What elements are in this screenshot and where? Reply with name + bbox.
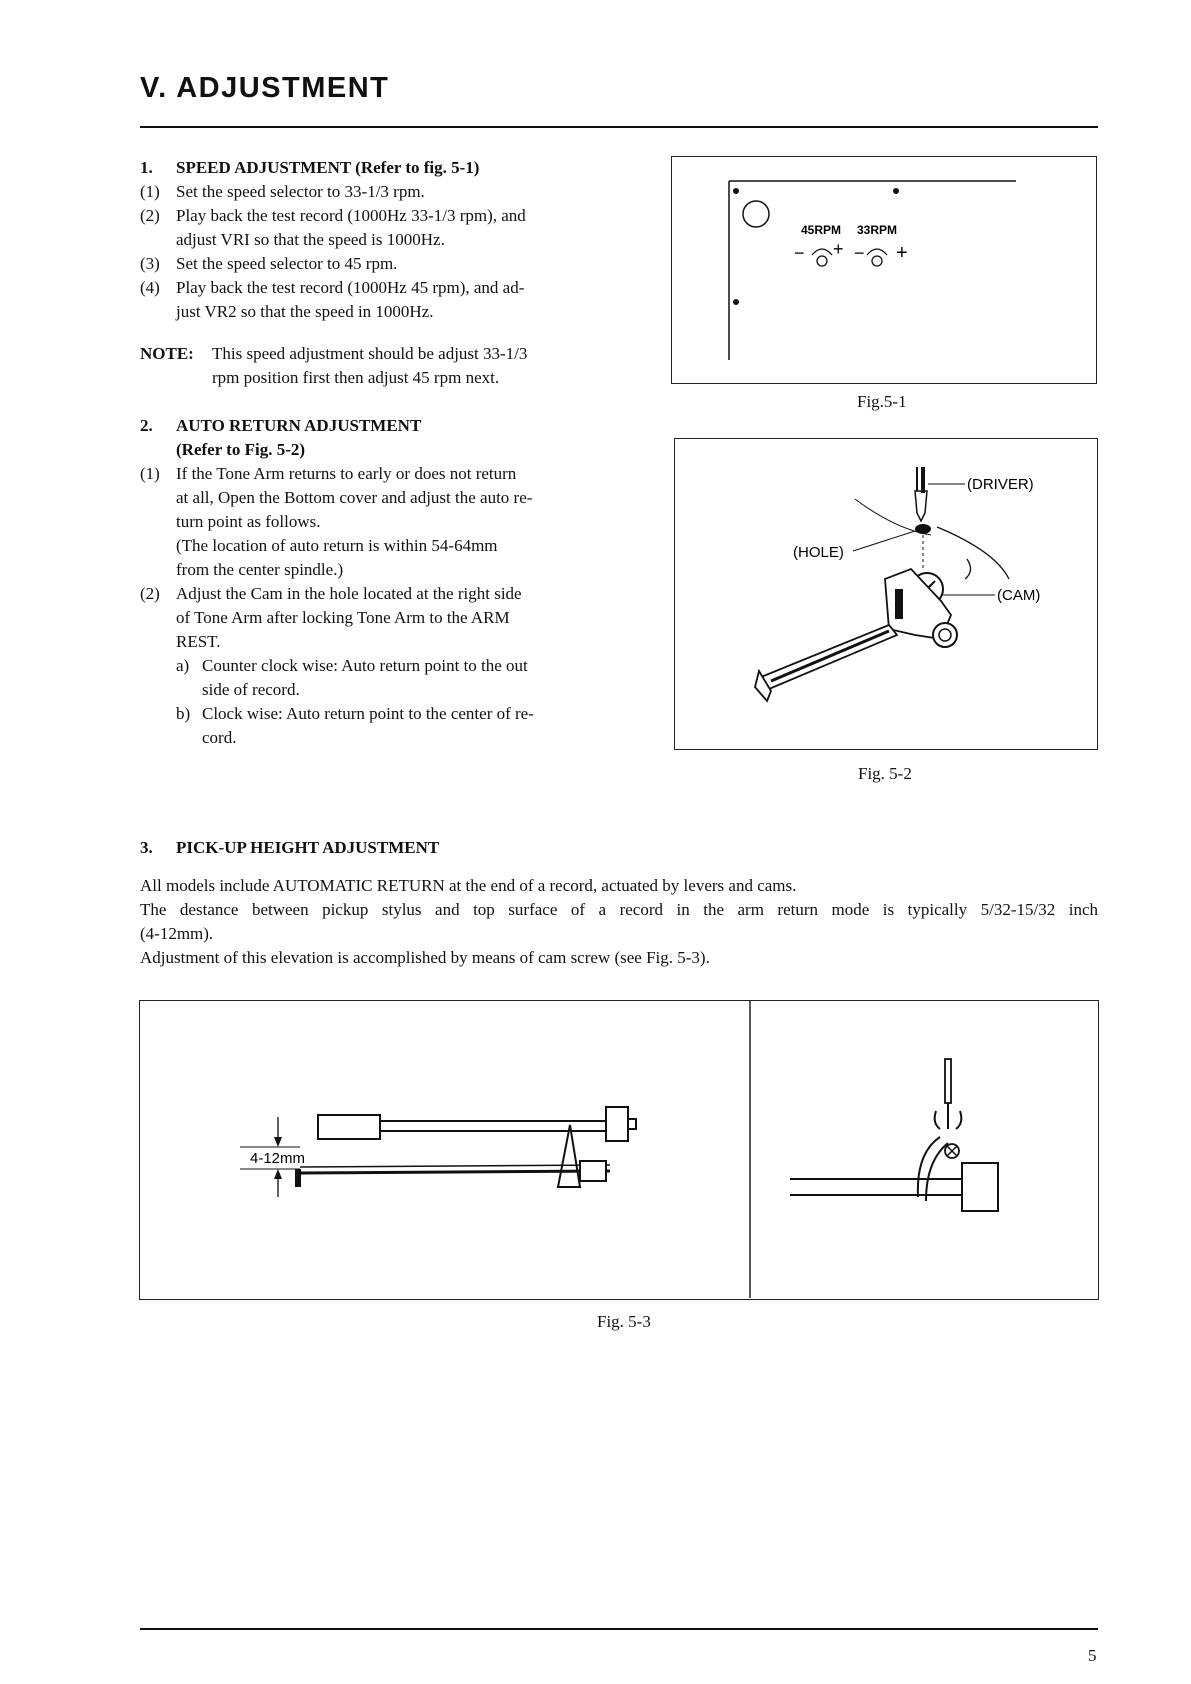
spindle-hole: [743, 201, 769, 227]
label-height: 4-12mm: [250, 1150, 306, 1167]
header-rule: [140, 126, 1098, 128]
plus-sign: +: [896, 242, 908, 264]
note: NOTE: This speed adjustment should be adjust 33-1/3 rpm position first then adjust 45 rpm next.: [140, 344, 528, 387]
section-auto-return: 2. AUTO RETURN ADJUSTMENT (Refer to Fig. 5-2) (1) If the Tone Arm returns to early or does not return at all, Open the Bottom cover and adjust the auto re- turn point as follows. (The location of auto return is within 54-64mm from the center spindle.) (2) Adjust the Cam in the hole located at the right side of Tone Arm after locking Tone Arm to the ARM REST. a) Counter clock wise: Auto return point to the out side of record. b) Clock wise: Auto return point to the center of re- cord.: [140, 414, 596, 750]
figure-caption: Fig. 5-3: [597, 1312, 651, 1331]
mount-dot: [733, 299, 739, 305]
driver-shaft: [915, 491, 927, 521]
counterweight: [962, 1163, 998, 1211]
figure-5-1: [671, 156, 1097, 384]
section-body: All models include AUTOMATIC RETURN at the end of a record, actuated by levers and cams. The destance between pickup stylus and top surface of a record in the arm return mode is typically 5/32-15/32 inch (4-12mm). Adjustment of this elevation is accomplished by means of cam screw (see Fig. 5-3).: [140, 876, 1098, 967]
figure-5-2: [674, 438, 1098, 750]
minus-sign: −: [854, 243, 865, 263]
counterweight: [606, 1107, 628, 1141]
cam-lever: [918, 1137, 940, 1197]
rotation-arrow: [937, 527, 1009, 579]
arm-base: [580, 1161, 606, 1181]
label-33rpm: 33RPM: [857, 223, 898, 237]
rotation-arrow: [935, 1111, 940, 1129]
minus-sign: −: [794, 243, 805, 263]
section-heading: 3. PICK-UP HEIGHT ADJUSTMENT: [140, 838, 440, 857]
label-hole: (HOLE): [793, 544, 844, 561]
mount-dot: [733, 188, 739, 194]
driver-handle: [921, 467, 925, 493]
section-heading: 2. AUTO RETURN ADJUSTMENT: [140, 416, 422, 435]
section-pickup-height: [140, 836, 1098, 860]
pickup-height-diagram: [140, 1001, 1097, 1298]
figure-caption: Fig. 5-2: [858, 764, 912, 783]
leader-line: [853, 531, 915, 551]
list-item: (1) If the Tone Arm returns to early or does not return at all, Open the Bottom cover and adjust the auto re- turn point as follows. (The location of auto return is within 54-64mm from the center spindle.): [140, 464, 533, 579]
label-cam: (CAM): [997, 587, 1041, 604]
list-item: (4) Play back the test record (1000Hz 45 rpm), and ad- just VR2 so that the speed in 1000Hz.: [140, 278, 525, 321]
pivot-collar: [933, 623, 957, 647]
page-title: V. ADJUSTMENT: [140, 72, 390, 104]
list-item: (2) Adjust the Cam in the hole located at the right side of Tone Arm after locking Tone Arm to the ARM REST.: [140, 584, 522, 651]
plus-sign: +: [833, 239, 844, 259]
list-item: b) Clock wise: Auto return point to the center of re- cord.: [176, 704, 534, 747]
figure-caption: Fig.5-1: [857, 392, 907, 411]
adjust-hole: [915, 524, 931, 534]
list-item: (1) Set the speed selector to 33-1/3 rpm.: [140, 182, 425, 201]
vr1-trimmer: [817, 256, 827, 266]
footer-rule: [140, 1628, 1098, 1630]
figure-5-3: [139, 1000, 1099, 1300]
vr1-arc: [812, 249, 832, 255]
list-item: (3) Set the speed selector to 45 rpm.: [140, 254, 398, 273]
cam-diagram: [675, 439, 1096, 748]
vr2-arc: [867, 249, 887, 255]
section-heading: 1. SPEED ADJUSTMENT (Refer to fig. 5-1): [140, 158, 480, 177]
pivot-post: [558, 1125, 580, 1187]
headshell: [318, 1115, 380, 1139]
page-number: 5: [1088, 1646, 1097, 1665]
label-45rpm: 45RPM: [801, 223, 842, 237]
section-speed-adjustment: [140, 156, 596, 324]
list-item: (2) Play back the test record (1000Hz 33-1/3 rpm), and adjust VRI so that the speed is 1000Hz.: [140, 206, 526, 249]
vr2-trimmer: [872, 256, 882, 266]
mount-dot: [893, 188, 899, 194]
list-item: a) Counter clock wise: Auto return point to the out side of record.: [176, 656, 528, 699]
speed-board-diagram: [672, 157, 1095, 382]
screwdriver-handle: [945, 1059, 951, 1103]
label-driver: (DRIVER): [967, 476, 1034, 493]
